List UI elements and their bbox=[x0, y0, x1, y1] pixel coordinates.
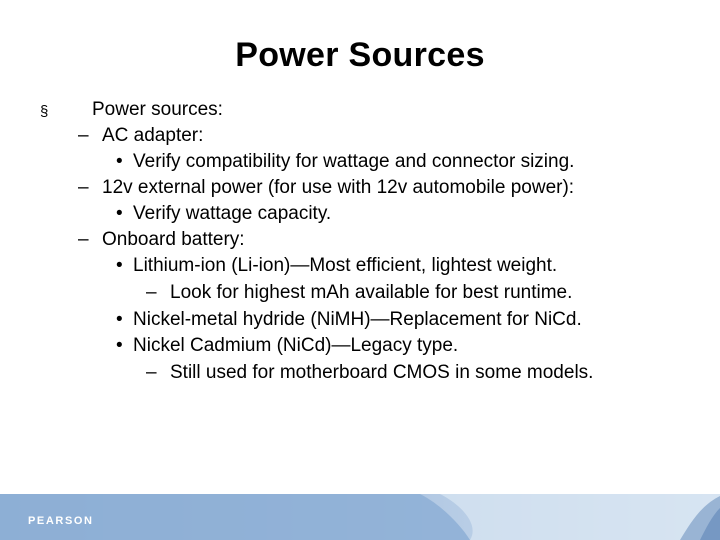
bullet-item: Verify wattage capacity. bbox=[133, 203, 332, 224]
bullet-item: Verify compatibility for wattage and connector sizing. bbox=[133, 151, 575, 172]
bullet-marker: § bbox=[40, 103, 49, 120]
bullet-item: 12v external power (for use with 12v automobile power): bbox=[102, 177, 575, 198]
bullet-marker: – bbox=[146, 282, 157, 303]
bullet-marker: – bbox=[78, 177, 89, 198]
bullet-item: Onboard battery: bbox=[102, 229, 245, 250]
bullet-marker: • bbox=[116, 309, 123, 330]
bullet-marker: • bbox=[116, 151, 123, 172]
bullet-item: Still used for motherboard CMOS in some models. bbox=[170, 362, 594, 383]
bullet-item: Nickel Cadmium (NiCd)—Legacy type. bbox=[133, 335, 459, 356]
bullet-marker: • bbox=[116, 255, 123, 276]
bullet-marker: – bbox=[146, 362, 157, 383]
bullet-marker: • bbox=[116, 335, 123, 356]
bullet-item: AC adapter: bbox=[102, 125, 204, 146]
pearson-logo: PEARSON bbox=[28, 515, 94, 527]
slide-title: Power Sources bbox=[235, 36, 485, 74]
bullet-item: Look for highest mAh available for best runtime. bbox=[170, 282, 573, 303]
bullet-item: Lithium-ion (Li-ion)—Most efficient, lightest weight. bbox=[133, 255, 558, 276]
bullet-item: Nickel-metal hydride (NiMH)—Replacement for NiCd. bbox=[133, 309, 582, 330]
footer-band bbox=[0, 494, 720, 540]
bullet-item: Power sources: bbox=[92, 99, 223, 120]
bullet-marker: • bbox=[116, 203, 123, 224]
bullet-marker: – bbox=[78, 125, 89, 146]
footer-wave-graphic bbox=[0, 494, 720, 540]
bullet-marker: – bbox=[78, 229, 89, 250]
